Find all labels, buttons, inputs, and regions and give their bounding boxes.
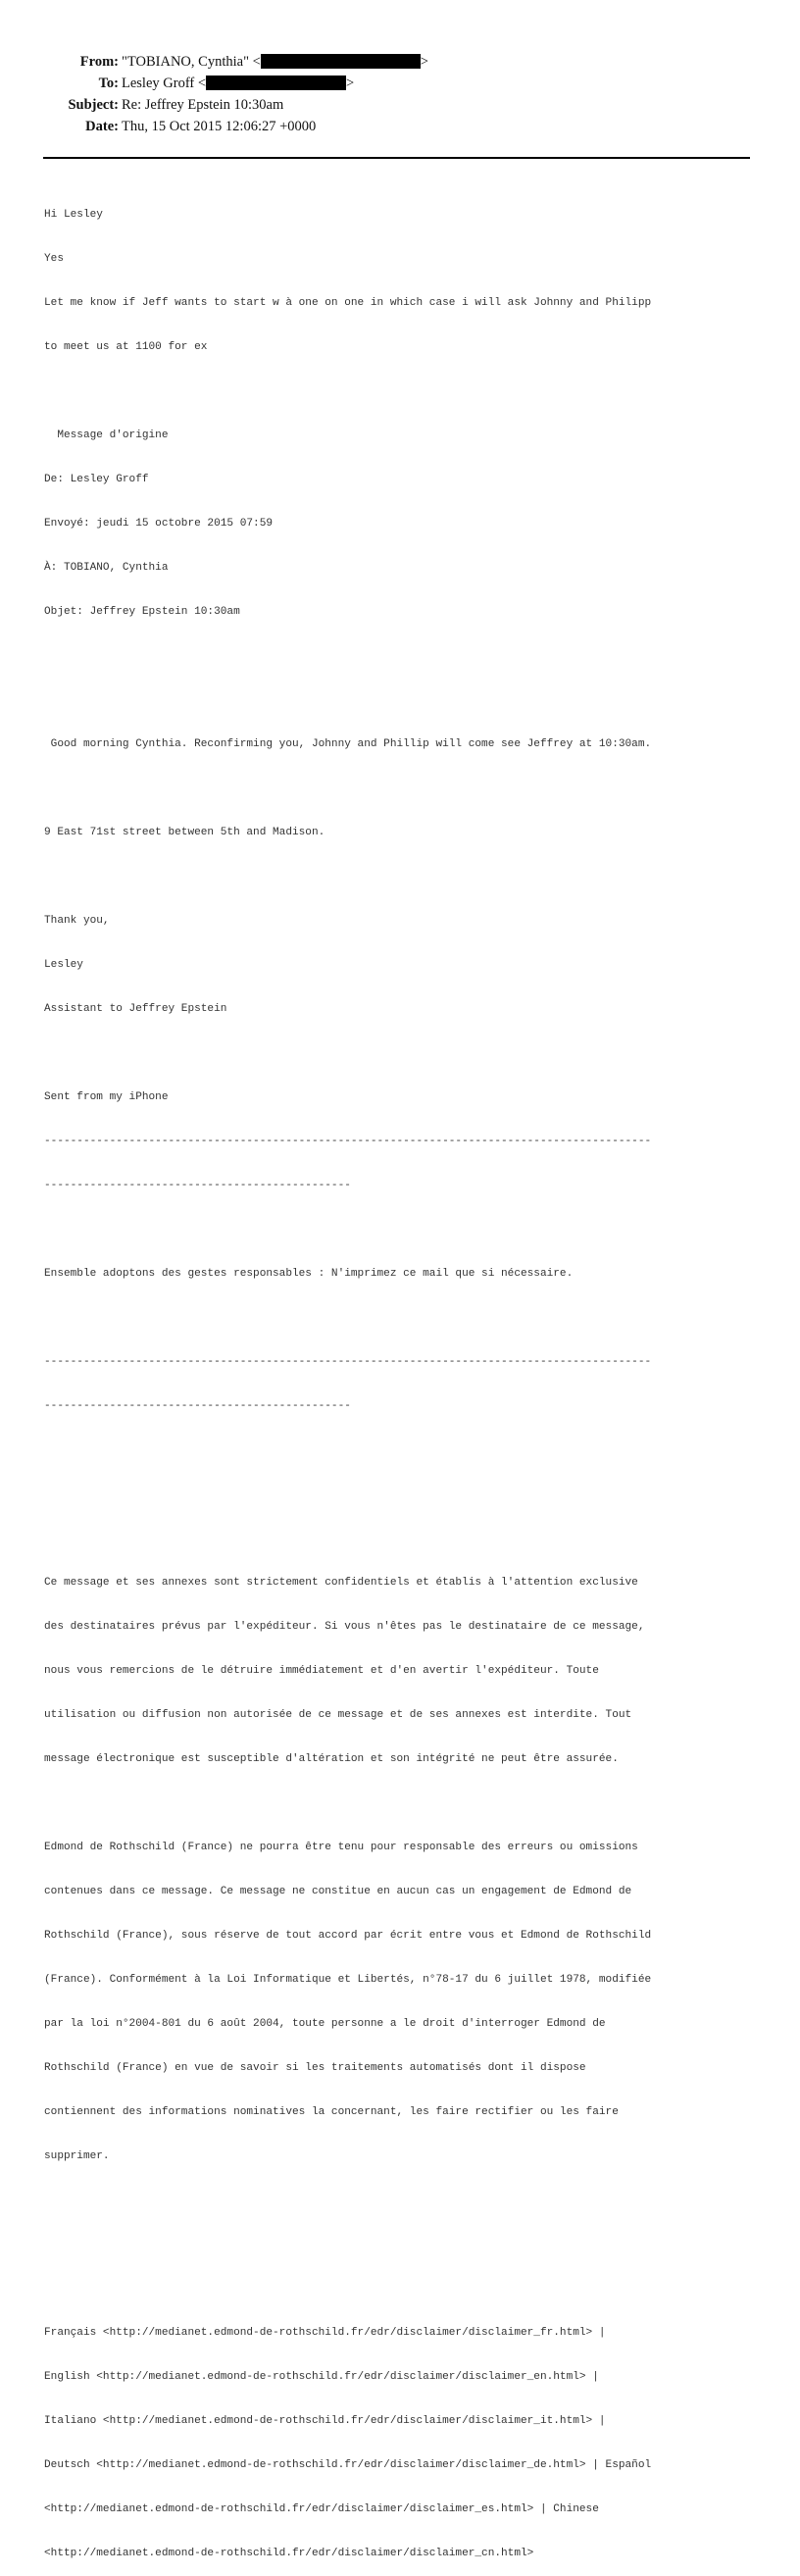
from-value bbox=[122, 51, 428, 73]
from-label: From: bbox=[79, 54, 119, 70]
date-value: Thu, 15 Oct 2015 12:06:27 +0000 bbox=[122, 119, 317, 134]
redaction-bar bbox=[206, 76, 346, 90]
language-link-line[interactable]: <http://medianet.edmond-de-rothschild.fr/edr/disclaimer/disclaimer_es.html> | Chinese bbox=[44, 2503, 599, 2515]
language-link-line[interactable]: Deutsch <http://medianet.edmond-de-rothschild.fr/edr/disclaimer/disclaimer_de.html> | Español bbox=[44, 2459, 652, 2471]
subject-row bbox=[0, 94, 800, 116]
confidential-line: des destinataires prévus par l'expéditeur. Si vous n'êtes pas le destinataire de ce message, bbox=[44, 1621, 645, 1633]
liability-line: Rothschild (France) en vue de savoir si les traitements automatisés dont il dispose bbox=[44, 2062, 586, 2074]
language-link-line[interactable]: Italiano <http://medianet.edmond-de-rothschild.fr/edr/disclaimer/disclaimer_it.html> | bbox=[44, 2415, 606, 2427]
liability-line: Edmond de Rothschild (France) ne pourra être tenu pour responsable des erreurs ou omissions bbox=[44, 1842, 638, 1853]
confidential-line: Ce message et ses annexes sont strictement confidentiels et établis à l'attention exclusive bbox=[44, 1577, 638, 1589]
original-header-line: Envoyé: jeudi 15 octobre 2015 07:59 bbox=[44, 518, 274, 530]
signature-line: Thank you, bbox=[44, 915, 110, 927]
address-line: 9 East 71st street between 5th and Madison. bbox=[44, 827, 325, 838]
language-link-line[interactable]: Français <http://medianet.edmond-de-rothschild.fr/edr/disclaimer/disclaimer_fr.html> | bbox=[44, 2327, 606, 2339]
liability-line: (France). Conformément à la Loi Informatique et Libertés, n°78-17 du 6 juillet 1978, modifiée bbox=[44, 1974, 652, 1986]
subject-label: Subject: bbox=[68, 97, 119, 113]
dash-separator: --------------------------------------------------------------------------------------------- bbox=[44, 1136, 652, 1147]
dash-separator: --------------------------------------------------------------------------------------------- bbox=[44, 1356, 652, 1368]
redaction-bar bbox=[261, 54, 421, 69]
liability-line: Rothschild (France), sous réserve de tout accord par écrit entre vous et Edmond de Rothschild bbox=[44, 1930, 652, 1942]
signature-line: Lesley bbox=[44, 959, 83, 971]
confidential-line: message électronique est susceptible d'altération et son intégrité ne peut être assurée. bbox=[44, 1753, 619, 1765]
original-header-line: Message d'origine bbox=[44, 429, 169, 441]
liability-line: supprimer. bbox=[44, 2150, 110, 2162]
to-value bbox=[122, 73, 354, 94]
email-body bbox=[44, 178, 765, 2576]
from-name: "TOBIANO, Cynthia" < bbox=[122, 54, 261, 70]
reply-line: Let me know if Jeff wants to start w à one on one in which case i will ask Johnny and Philipp bbox=[44, 297, 652, 309]
confidential-line: nous vous remercions de le détruire immédiatement et d'en avertir l'expéditeur. Toute bbox=[44, 1665, 599, 1677]
to-row bbox=[0, 73, 800, 94]
to-label: To: bbox=[98, 76, 119, 91]
date-row bbox=[0, 116, 800, 137]
dash-separator: ----------------------------------------------- bbox=[44, 1180, 351, 1191]
liability-line: par la loi n°2004-801 du 6 août 2004, toute personne a le droit d'interroger Edmond de bbox=[44, 2018, 606, 2030]
reply-line: Yes bbox=[44, 253, 64, 265]
header-divider bbox=[43, 157, 750, 159]
subject-value: Re: Jeffrey Epstein 10:30am bbox=[122, 97, 284, 113]
reply-line: Hi Lesley bbox=[44, 209, 103, 221]
original-header-line: À: TOBIANO, Cynthia bbox=[44, 562, 169, 574]
confidential-line: utilisation ou diffusion non autorisée de ce message et de ses annexes est interdite. Tout bbox=[44, 1709, 632, 1721]
signature-line: Assistant to Jeffrey Epstein bbox=[44, 1003, 227, 1015]
liability-line: contiennent des informations nominatives la concernant, les faire rectifier ou les faire bbox=[44, 2106, 619, 2118]
dash-separator: ----------------------------------------------- bbox=[44, 1400, 351, 1412]
original-message: Good morning Cynthia. Reconfirming you, Johnny and Phillip will come see Jeffrey at 10:30am. bbox=[44, 738, 652, 750]
to-close: > bbox=[346, 76, 355, 91]
from-close: > bbox=[420, 54, 428, 70]
language-link-line[interactable]: English <http://medianet.edmond-de-rothschild.fr/edr/disclaimer/disclaimer_en.html> | bbox=[44, 2371, 599, 2383]
original-header-line: Objet: Jeffrey Epstein 10:30am bbox=[44, 606, 240, 618]
sent-from-line: Sent from my iPhone bbox=[44, 1091, 169, 1103]
email-header bbox=[0, 51, 800, 137]
eco-notice: Ensemble adoptons des gestes responsables : N'imprimez ce mail que si nécessaire. bbox=[44, 1268, 574, 1280]
language-link-line[interactable]: <http://medianet.edmond-de-rothschild.fr/edr/disclaimer/disclaimer_cn.html> bbox=[44, 2548, 534, 2559]
from-row bbox=[0, 51, 800, 73]
to-name: Lesley Groff < bbox=[122, 76, 207, 91]
reply-line: to meet us at 1100 for ex bbox=[44, 341, 208, 353]
original-header-line: De: Lesley Groff bbox=[44, 474, 149, 485]
date-label: Date: bbox=[85, 119, 119, 134]
liability-line: contenues dans ce message. Ce message ne constitue en aucun cas un engagement de Edmond de bbox=[44, 1886, 632, 1897]
